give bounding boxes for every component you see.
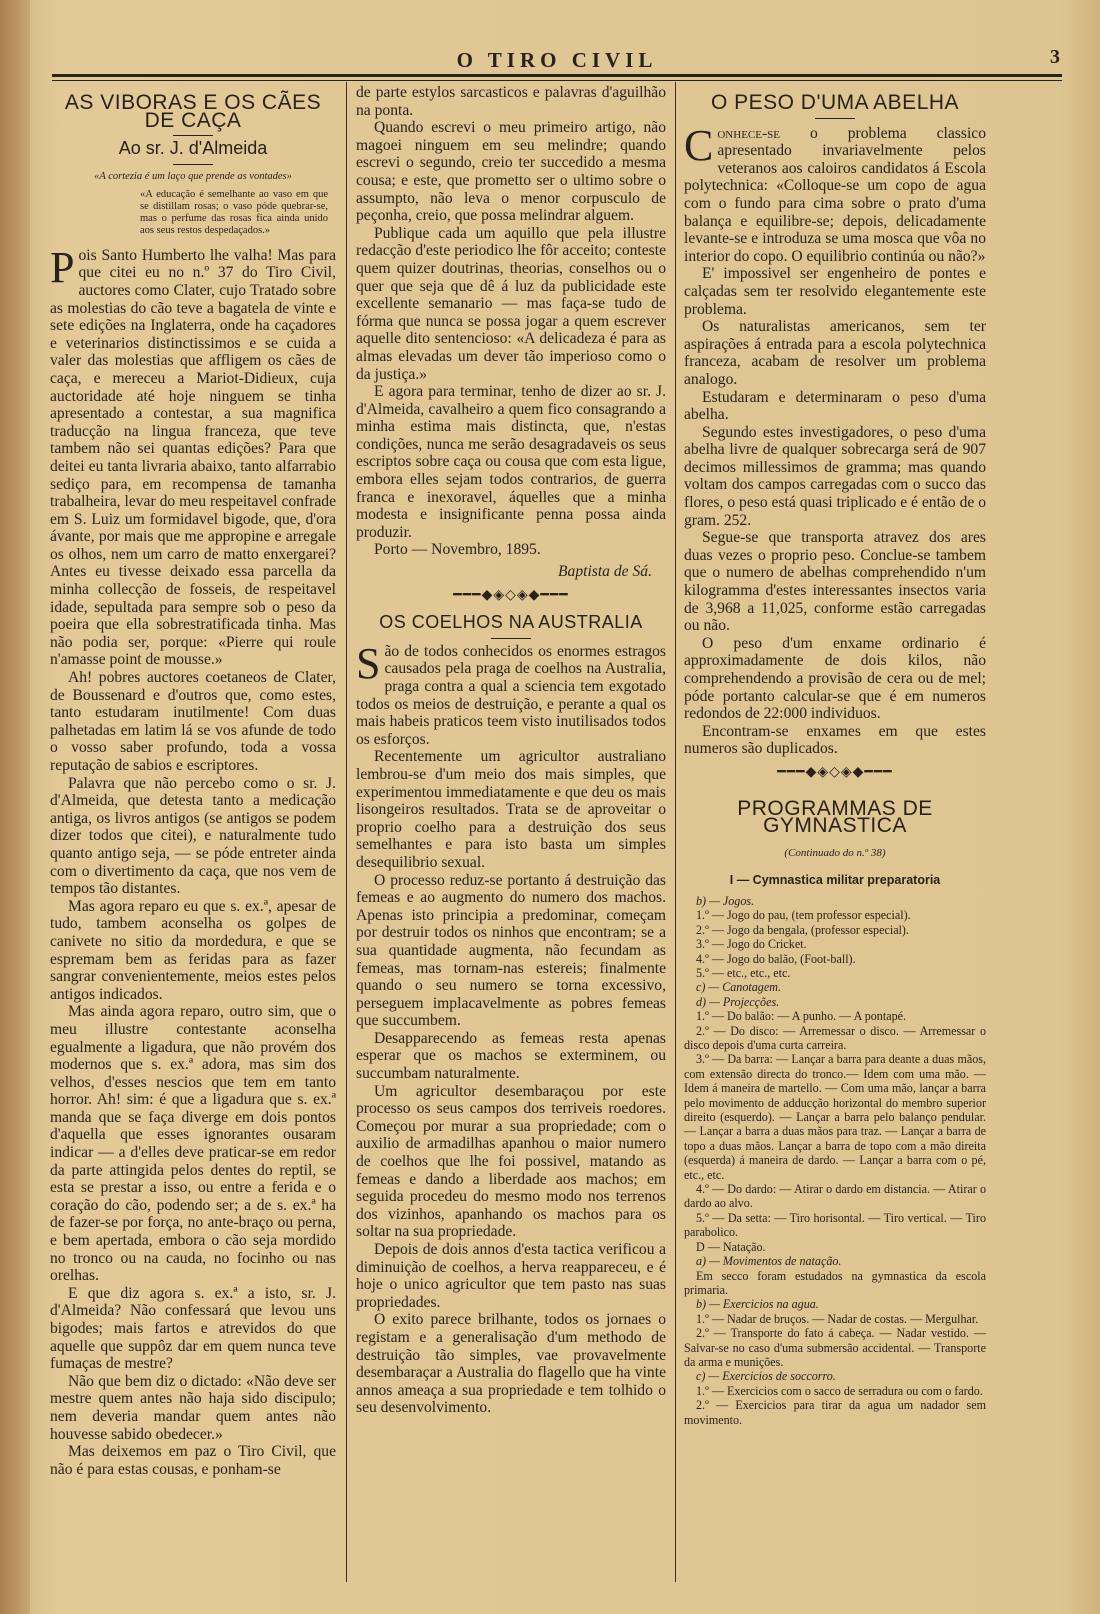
drop-cap: C [684,120,714,170]
paragraph: E que diz agora s. ex.ª a isto, sr. J. d'Almeida? Não confessará que levou uns bigodes; mais fartos e atrevidos do que aquelle que suppôz dar em quem nunca teve fumaças de mestre? [50,1284,336,1373]
paragraph: Segue-se que transporta atravez dos ares duas vezes o proprio peso. Conclue-se tambem que o numero de abelhas comprehendido n'um kilogramma d'estes interessantes insectos varia de 3,968 a 11,025, conforme estão carregadas ou não. [684,529,986,635]
column-1 [50,84,336,1478]
column-divider [346,82,347,1582]
list-item: 5.º — Da setta: — Tiro horisontal. — Tiro vertical. — Tiro parabolico. [684,1210,986,1240]
header-rule [52,74,1062,77]
article-title: OS COELHOS NA AUSTRALIA [379,612,643,633]
masthead-title: O TIRO CIVIL [456,48,658,72]
drop-cap: P [50,242,75,292]
column-2 [356,84,666,1417]
paragraph: Recentemente um agricultor australiano lembrou-se d'um meio dos mais simples, que experimentou immediatamente e que deu os mais lisongeiros resultados. Trata se de aproveitar o proprio coelho para a destruição dos seus semelhantes e para isto basta um simples desequilibrio sexual. [356,748,666,871]
list-item: 1.º — Jogo do pau, (tem professor especial). [696,908,911,923]
list-item: 1.º — Do balão: — A punho. — A pontapé. [696,1009,907,1024]
list-heading: c) — Exercicios de soccorro. [696,1369,836,1384]
page-number: 3 [1050,46,1060,68]
list-item: 5.º — etc., etc., etc. [696,965,791,980]
paragraph: Não que bem diz o dictado: «Não deve ser mestre quem antes não haja sido discipulo; nem deveria mandar quem antes não houvesse sabido obedecer.» [50,1372,336,1443]
article-title: O PESO D'UMA ABELHA [710,91,960,114]
paragraph: O processo reduz-se portanto á destruição das femeas e ao augmento do numero dos machos. Apenas isto principia a predominar, começam por destruir todos os ninhos que encontram; se a sua quantidade augmenta, não fecundam as femeas, mas tornam-nas estereis; finalmente quando o seu numero se torna excessivo, perseguem implacavelmente as pobres femeas que succumbem. [356,871,666,1030]
list-heading: b) — Exercicios na agua. [696,1297,819,1312]
paragraph: Publique cada um aquillo que pela illustre redacção d'este periodico lhe fôr acceito; conteste quem quizer doutrinas, theorias, conselhos ou o quer que seja que dê á luz da publicidade este excellente semanario — mas faça-se tudo de fórma que nunca se possa jogar a quem escrever aquelle dito sentencioso: «A delicadeza é para as almas elevadas um dever tão imperioso como o da justiça.» [356,224,666,383]
paragraph: Conhece-se o problema classico apresentado invariavelmente pelos veteranos aos caloiros candidatos á Escola polytechnica: «Colloque-se um copo de agua com o fundo para cima sobre o prato d'uma balança e equilibre-se; depois, delicadamente levante-se e introduza se uma mosca que vôa no interior do copo. O equilibrio continúa ou não?» [684,120,986,265]
paragraph: Quando escrevi o meu primeiro artigo, não magoei ninguem em seu melindre; quando escrevi o segundo, creio ter succedido a mesma cousa; e este, que prometto ser o ultimo sobre o assumpto, não leva o menor corpusculo de peçonha, creio, que possa melindrar alguem. [356,119,666,225]
list-item: 4.º — Do dardo: — Atirar o dardo em distancia. — Atirar o dardo ao alvo. [684,1182,986,1211]
paragraph: O exito parece brilhante, todos os jornaes o registam e a generalisação d'um methodo de destruição tão simples, vae provavelmente desembaraçar a Australia do flagello que ha vinte annos ameaça a sua propriedade e tem tolhido o seu desenvolvimento. [356,1311,666,1417]
list-item: 3.º — Jogo do Cricket. [696,937,807,952]
section-heading: I — Cymnastica militar preparatoria [729,873,941,888]
column-3 [684,84,986,1427]
list-item: 4.º — Jogo do balão, (Foot-ball). [696,951,856,966]
list-item: 2.º — Exercicios para tirar da agua um nadador sem movimento. [684,1398,986,1427]
paragraph: São de todos conhecidos os enormes estragos causados pela praga de coelhos na Australia, praga contra a qual a sciencia tem exgotado todos os meios de destruição, e perante a qual os mais habeis praticos teem visto inutilisados todos os esforços. [356,638,666,748]
paragraph: Desapparecendo as femeas resta apenas esperar que os machos se exterminem, ou succumbam naturalmente. [356,1029,666,1083]
ornament-divider: ━━━◆◈◇◈◆━━━ [453,587,569,603]
divider [173,135,213,136]
ornament-divider: ━━━◆◈◇◈◆━━━ [777,764,893,780]
list-item: 2.º — Do disco: — Arremessar o disco. — Arremessar o disco depois d'uma curta carreira. [684,1023,986,1052]
paragraph: Os naturalistas americanos, sem ter aspirações á entrada para a escola polytechnica franceza, acabam de resolver um problema analogo. [684,318,986,388]
drop-cap: S [356,638,381,688]
paragraph: Ah! pobres auctores coetaneos de Clater, de Boussenard e d'outros que, como estes, tanto estudaram inutilmente! Com duas palhetadas em latim lá se vos afunde de todo o vosso saber profundo, toda a vossa reputação de sabios e escriptores. [50,669,336,774]
list-item: 3.º — Da barra: — Lançar a barra para deante a duas mãos, com extensão directa do tronco.— Idem com uma mão. — Idem á maneira de martello. — Com uma mão, lançar a barra pelo movimento de adducção horizontal do membro superior direito (esquerdo). — Lançar a barra pelo balanço pendular. — Lançar a barra a duas mãos para traz. — Lançar a barra de topo a duas mãos. Lançar a barra de topo com a mão direita (esquerda) á maneira de dardo. — Lançar a barra com o pé, etc., etc. [684,1052,986,1182]
programme-list [684,894,986,1427]
dateline: Porto — Novembro, 1895. [374,541,541,559]
paragraph: Mas agora reparo eu que s. ex.ª, apesar de tudo, tambem aconselha os golpes de canivete no sitio da mordedura, e que se espremam bem as feridas para as fazer sangrar convenientemente, meios estes pelos antigos indicados. [50,897,336,1003]
list-heading: D — Natação. [696,1239,766,1254]
paragraph: Palavra que não percebo como o sr. J. d'Almeida, que detesta tanto a medicação antiga, os livros antigos (se antigos se podem dizer todos que citei), e naturalmente tudo quanto antigo seja, — se póde entreter ainda com o divertimento da caça, que nos vem de tempos tão distantes. [50,774,336,898]
paragraph: Um agricultor desembaraçou por este processo os seus campos dos terriveis roedores. Começou por murar a sua propriedade; com o auxilio de armadilhas apanhou o maior numero de coelhos que lhe foi possivel, matando as femeas e dando a liberdade aos machos; em seguida procedeu do mesmo modo nos terrenos dos vizinhos, apanhando os machos para os soltar na sua propriedade. [356,1082,666,1241]
paragraph: de parte estylos sarcasticos e palavras d'aguilhão na ponta. [356,84,666,119]
continued-note: (Continuado do n.º 38) [784,846,886,859]
divider [173,164,213,165]
paragraph: O peso d'um enxame ordinario é approximadamente de dois kilos, não comprehendendo a provisão de cera ou de mel; póde portanto calcular-se que é em numeros redondos de 22:000 individuos. [684,634,986,723]
list-item: 2.º — Jogo da bengala, (professor especial). [696,922,909,937]
masthead [52,44,1062,74]
divider [491,638,531,639]
paragraph: E agora para terminar, tenho de dizer ao sr. J. d'Almeida, cavalheiro a quem fico consagrando a minha estima mais distincta, que, n'estas condições, nunca me serão desagradaveis os seus escriptos sobre caça ou cousa que com esta ligue, embora elles sejam todos contrarios, de guerra franca e inexoravel, áquelles que a minha modesta e insignificante penna possa ainda produzir. [356,383,666,541]
list-item: 1.º — Exercicios com o sacco de serradura ou com o fardo. [696,1383,983,1398]
header-rule-thin [52,80,1062,81]
column-divider [675,82,676,1582]
list-item: 2.º — Transporte do fato á cabeça. — Nadar vestido. — Salvar-se no caso d'uma submersão accidental. — Transporte da arma e munições. [684,1326,986,1369]
list-heading: c) — Canotagem. [696,980,781,995]
list-item: Em secco foram estudados na gymnastica da escola primaria. [684,1268,986,1297]
signature: Baptista de Sá. [558,563,652,581]
page-spine [0,0,30,1614]
list-item: 1.º — Nadar de bruços. — Nadar de costas. — Mergulhar. [696,1311,979,1326]
section-title: PROGRAMMAS DE GYMNASTICA [737,796,933,838]
paragraph: Depois de dois annos d'esta tactica verificou a diminuição de coelhos, a herva reappareceu, e é hoje o unico agricultor que tem pasto nas suas propriedades. [356,1241,666,1311]
paragraph: Mas ainda agora reparo, outro sim, que o meu illustre contestante aconselha egualmente a ligadura, que não provém dos modernos que s. ex.ª adora, mas sim dos velhos, d'esses nescios que tem em tanto horror. Ah! sim: é que a ligadura que s. ex.ª manda que se faça diverge em dois pontos d'aquella que esses ignorantes ousaram indicar — a d'elles deve praticar-se em redor da parte attingida pelos dentes do reptil, se esta se prestar a isso, ou entre a ferida e o coração do cão, podendo ser; a de s. ex.ª ha de fazer-se por força, no ante-braço ou perna, e bem apertada, embora o cão seja mordido no tronco ou na cauda, no focinho ou nas orelhas. [50,1003,336,1285]
article-title: AS VIBORAS E OS CÃES DE CAÇA [64,91,322,132]
list-heading: a) — Movimentos de natação. [696,1254,842,1269]
divider [815,118,855,119]
paragraph: Encontram-se enxames em que estes numeros são duplicados. [684,722,986,758]
article-subtitle: Ao sr. J. d'Almeida [118,138,268,159]
paragraph: Pois Santo Humberto lhe valha! Mas para que citei eu no n.º 37 do Tiro Civil, auctores como Clater, cujo Tratado sobre as molestias do cão teve a bagatela de vinte e sete edições na Inglaterra, onde ha caçadores e veterinarios distinctissimos e se cuida a valer das molestias que affligem os cães de caça, e mereceu a Mariot-Didieux, cuja auctoridade até hoje ninguem se tinha apresentado a contestar, a sua magnifica traducção na lingua franceza, que teve tambem não sei quantas edições? Para que deitei eu tanta livraria abaixo, tanto alfarrabio sediço para, em recompensa de tamanha trabalheira, levar do meu respeitavel confrade em S. Luiz um formidavel bigode, que, d'ora ávante, por mais que me appropine e arregale os olhos, nem um carro de matto enxergarei? Antes eu tivesse deixado essa parcella da minha collecção de fosseis, de respeitavel idade, sepultada para sempre sob o peso da poeira que ella sobrestratificada tinha. Mas não podia ser, porque: «Pierre qui roule n'amasse point de mousse.» [50,242,336,669]
list-heading: d) — Projecções. [696,994,780,1009]
paragraph: E' impossivel ser engenheiro de pontes e calçadas sem ter resolvido elegantemente este problema. [684,265,986,318]
epigraph: «A cortezia é um laço que prende as vontades» [94,170,292,182]
paragraph: Mas deixemos em paz o Tiro Civil, que não é para estas cousas, e ponham-se [50,1443,336,1478]
opening-quote: «A educação é semelhante ao vaso em que se distillam rosas; o vaso póde quebrar-se, mas o perfume das rosas fica ainda unido aos seus restos despedaçados.» [140,188,328,236]
list-heading: b) — Jogos. [696,893,755,908]
paragraph: Estudaram e determinaram o peso d'uma abelha. [684,388,986,424]
paragraph: Segundo estes investigadores, o peso d'uma abelha livre de qualquer sobrecarga será de 907 decimos millessimos de gramma; mas quando voltam dos campos carregadas com o succo das flores, o peso está quasi triplicado e é então de o gram. 252. [684,423,986,529]
